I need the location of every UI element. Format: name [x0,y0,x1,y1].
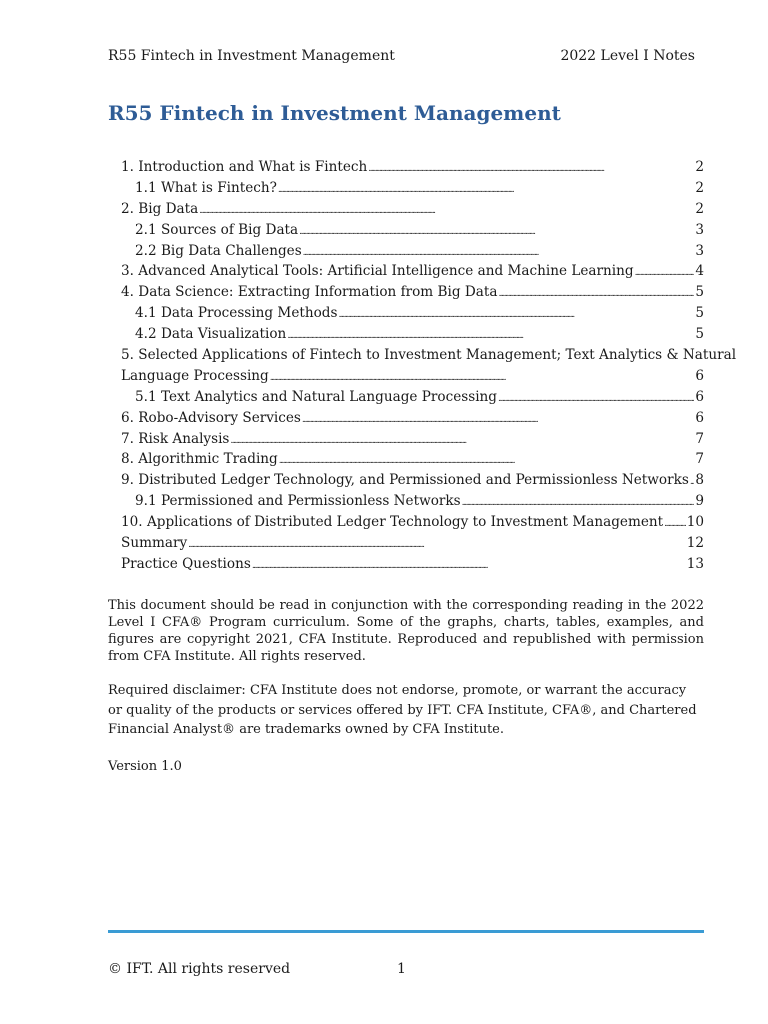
toc-entry-title-line1: 5. Selected Applications of Fintech to Investment Management; Text Analytics & Natural [121,347,737,364]
toc-entry-page: 6 [695,409,704,426]
toc-leader-dots [635,263,695,284]
toc-leader-dots [199,201,694,222]
toc-entry-page: 13 [686,555,704,572]
toc-entry-title: 9.1 Permissioned and Permissionless Networks [135,493,461,510]
page-number: 1 [397,961,406,977]
toc-entry-page: 2 [695,200,704,217]
toc-leader-dots [287,326,694,347]
toc-entry-title: 4. Data Science: Extracting Information from Big Data [121,284,498,301]
toc-entry-page: 12 [686,535,704,552]
toc-entry-page: 6 [695,388,704,405]
toc-leader-dots [462,493,695,514]
toc-entry-title: 9. Distributed Ledger Technology, and Permissioned and Permissionless Networks [121,472,689,489]
intro-paragraph: This document should be read in conjunction with the corresponding reading in the 2022 Level I CFA® Program curriculum. Some of the graphs, charts, tables, examples, and figures are copyright 2021, CFA Institute. Reproduced and republished with permission from CFA Institute. All rights reserved. [108,598,704,664]
toc-entry-page: 7 [695,451,704,468]
toc-leader-dots [279,451,695,472]
table-of-contents [121,157,737,575]
running-header-left: R55 Fintech in Investment Management [108,48,395,64]
toc-entry[interactable] [121,157,704,178]
toc-leader-dots [252,556,686,577]
toc-leader-dots [303,243,695,264]
toc-entry-title: 3. Advanced Analytical Tools: Artificial Intelligence and Machine Learning [121,263,634,280]
toc-entry[interactable] [121,491,704,512]
footer-copyright: © IFT. All rights reserved [108,961,291,977]
toc-leader-dots [230,431,694,452]
toc-entry[interactable] [121,470,704,491]
version-label: Version 1.0 [108,759,182,774]
toc-entry-title: 2. Big Data [121,200,199,217]
toc-entry-title: 2.2 Big Data Challenges [135,242,302,259]
toc-leader-dots [498,284,694,305]
toc-entry[interactable] [121,429,704,450]
toc-entry-page: 2 [695,159,704,175]
toc-leader-dots [302,410,694,431]
disclaimer-paragraph: Required disclaimer: CFA Institute does not endorse, promote, or warrant the accuracy or quality of the products or services offered by IFT. CFA Institute, CFA®, and Chartered Financial Analyst® are trademarks owned by CFA Institute. [108,683,697,737]
toc-leader-dots [690,472,695,493]
toc-entry-page: 5 [695,326,704,343]
toc-entry-title: Practice Questions [121,555,251,572]
toc-entry[interactable] [121,241,704,262]
toc-entry[interactable] [121,199,704,220]
toc-entry[interactable] [121,261,704,282]
running-header-right: 2022 Level I Notes [560,48,695,64]
toc-entry-title: 7. Risk Analysis [121,430,230,447]
toc-entry[interactable] [121,220,704,241]
toc-entry-page: 10 [686,514,704,531]
toc-entry-title: 4.2 Data Visualization [135,326,287,343]
toc-entry[interactable] [121,303,704,324]
toc-entry-title: 6. Robo-Advisory Services [121,409,301,426]
toc-entry-page: 5 [695,305,704,322]
toc-entry[interactable] [121,449,704,470]
toc-entry[interactable] [121,345,737,387]
toc-entry-title: 4.1 Data Processing Methods [135,305,338,322]
toc-entry-page: 7 [695,430,704,447]
toc-entry-page: 8 [695,472,704,489]
toc-leader-dots [299,222,694,243]
toc-entry-page: 3 [695,221,704,238]
toc-entry[interactable] [121,533,704,554]
toc-entry-page: 3 [695,242,704,259]
toc-entry-page: 9 [695,493,704,510]
toc-leader-dots [338,305,694,326]
toc-entry-page: 6 [695,367,704,384]
toc-entry-page: 5 [695,284,704,301]
toc-leader-dots [270,368,695,389]
toc-entry-title: 8. Algorithmic Trading [121,451,278,468]
document-title: R55 Fintech in Investment Management [108,101,561,125]
footer-rule [108,930,704,933]
toc-leader-dots [498,389,694,410]
toc-entry-title: 2.1 Sources of Big Data [135,221,299,238]
toc-leader-dots [368,159,694,180]
toc-entry[interactable] [121,178,704,199]
toc-entry[interactable] [121,324,704,345]
toc-entry[interactable] [121,554,704,575]
toc-entry[interactable] [121,387,704,408]
toc-entry-title: Summary [121,535,188,552]
toc-entry-page: 2 [695,179,704,196]
toc-entry[interactable] [121,408,704,429]
toc-entry-page: 4 [695,263,704,280]
toc-entry-title: 1. Introduction and What is Fintech [121,159,368,175]
toc-entry-title: 5.1 Text Analytics and Natural Language Processing [135,388,497,405]
toc-entry[interactable] [121,282,704,303]
toc-entry[interactable] [121,512,704,533]
toc-entry-title: 1.1 What is Fintech? [135,179,277,196]
toc-leader-dots [664,514,686,535]
toc-entry-title: 10. Applications of Distributed Ledger Technology to Investment Management [121,514,664,531]
toc-leader-dots [188,535,686,556]
toc-entry-title-line2: Language Processing [121,367,269,384]
toc-leader-dots [278,180,694,201]
